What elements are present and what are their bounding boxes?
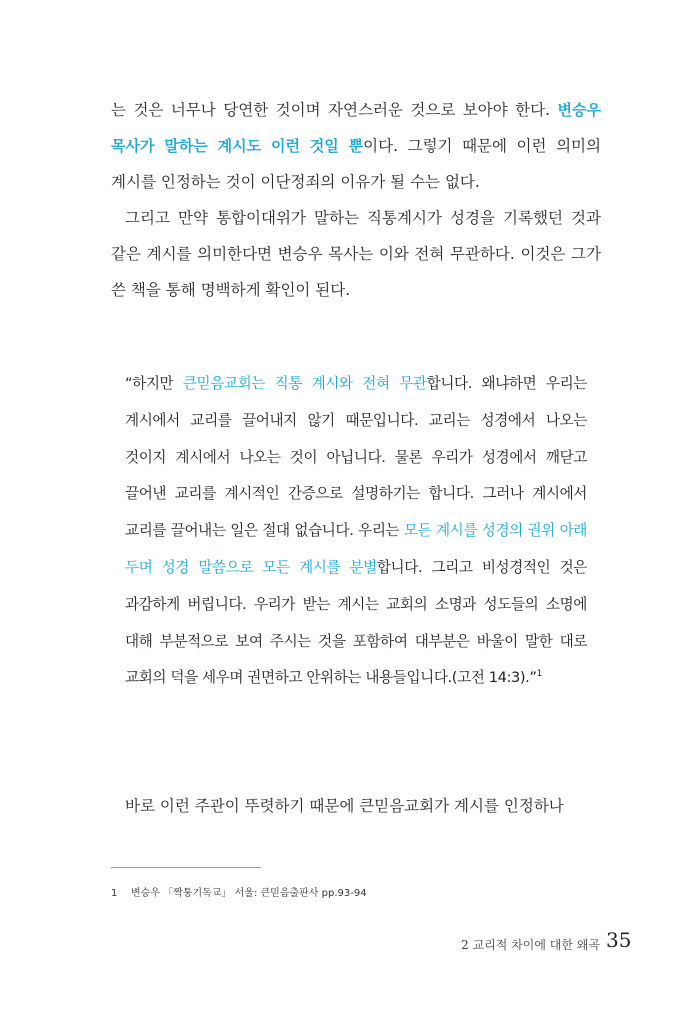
body-paragraph-4: [111, 788, 601, 824]
quote-text-2: 합니다. 왜냐하면 우리는 계시에서 교리를 끌어내지 않기 때문입니다. 교리는 성경에서 나오는 것이지 계시에서 나오는 것이 아닙니다. 물론 우리가 성경에서 깨닫고 끌어낸 교리를 계시적인 간증으로 설명하기는 합니다. 그러나 계시에서 교리를 끌어내는 일은 절대 없습니다. 우리는: [125, 375, 587, 540]
paragraph-1-text-a: 는 것은 너무나 당연한 것이며 자연스러운 것으로 보아야 한다.: [111, 101, 558, 119]
block-quote: [125, 366, 587, 697]
footnote: [111, 884, 367, 899]
page-number: 35: [606, 928, 632, 952]
quote-highlight-2: 모든 계시를 성경의 권위 아래 두며 성경 말씀으로 모든 계시를 분별: [125, 522, 588, 576]
footnote-reference: 1: [536, 669, 542, 680]
body-paragraph-2: [111, 200, 601, 308]
running-header-chapter: 2 교리적 차이에 대한 왜곡: [461, 938, 600, 952]
body-paragraph-1: [111, 92, 601, 200]
quote-text-3: 합니다. 그리고 비성경적인 것은 과감하게 버립니다. 우리가 받는 계시는 교회의 소명과 성도들의 소명에 대해 부분적으로 보여 주시는 것을 포함하여 대부분은 바울이 말한 대로 교회의 덕을 세우며 권면하고 안위하는 내용들입니다.(고전 14:3).”: [125, 558, 587, 687]
quote-text-1: “하지만: [125, 375, 183, 392]
paragraph-1-highlight: 변승우 목사가 말하는 계시도 이런 것일 뿐: [111, 101, 601, 155]
quote-highlight-1: 큰믿음교회는 직통 계시와 전혀 무관: [182, 375, 427, 392]
footnote-number: 1: [111, 888, 118, 899]
paragraph-1-text-b: 이다. 그렇기 때문에 이런 의미의 계시를 인정하는 것이 이단정죄의 이유가 될 수는 없다.: [111, 137, 601, 191]
paragraph-4-text: 바로 이런 주관이 뚜렷하기 때문에 큰믿음교회가 계시를 인정하나: [125, 797, 564, 815]
footnote-divider: [111, 867, 261, 868]
paragraph-2-text: 그리고 만약 통합이대위가 말하는 직통계시가 성경을 기록했던 것과 같은 계시를 의미한다면 변승우 목사는 이와 전혀 무관하다. 이것은 그가 쓴 책을 통해 명백하게 확인이 된다.: [111, 209, 601, 299]
footnote-text: 변승우 「짝퉁기독교」 서울: 큰믿음출판사 pp.93-94: [131, 888, 367, 899]
